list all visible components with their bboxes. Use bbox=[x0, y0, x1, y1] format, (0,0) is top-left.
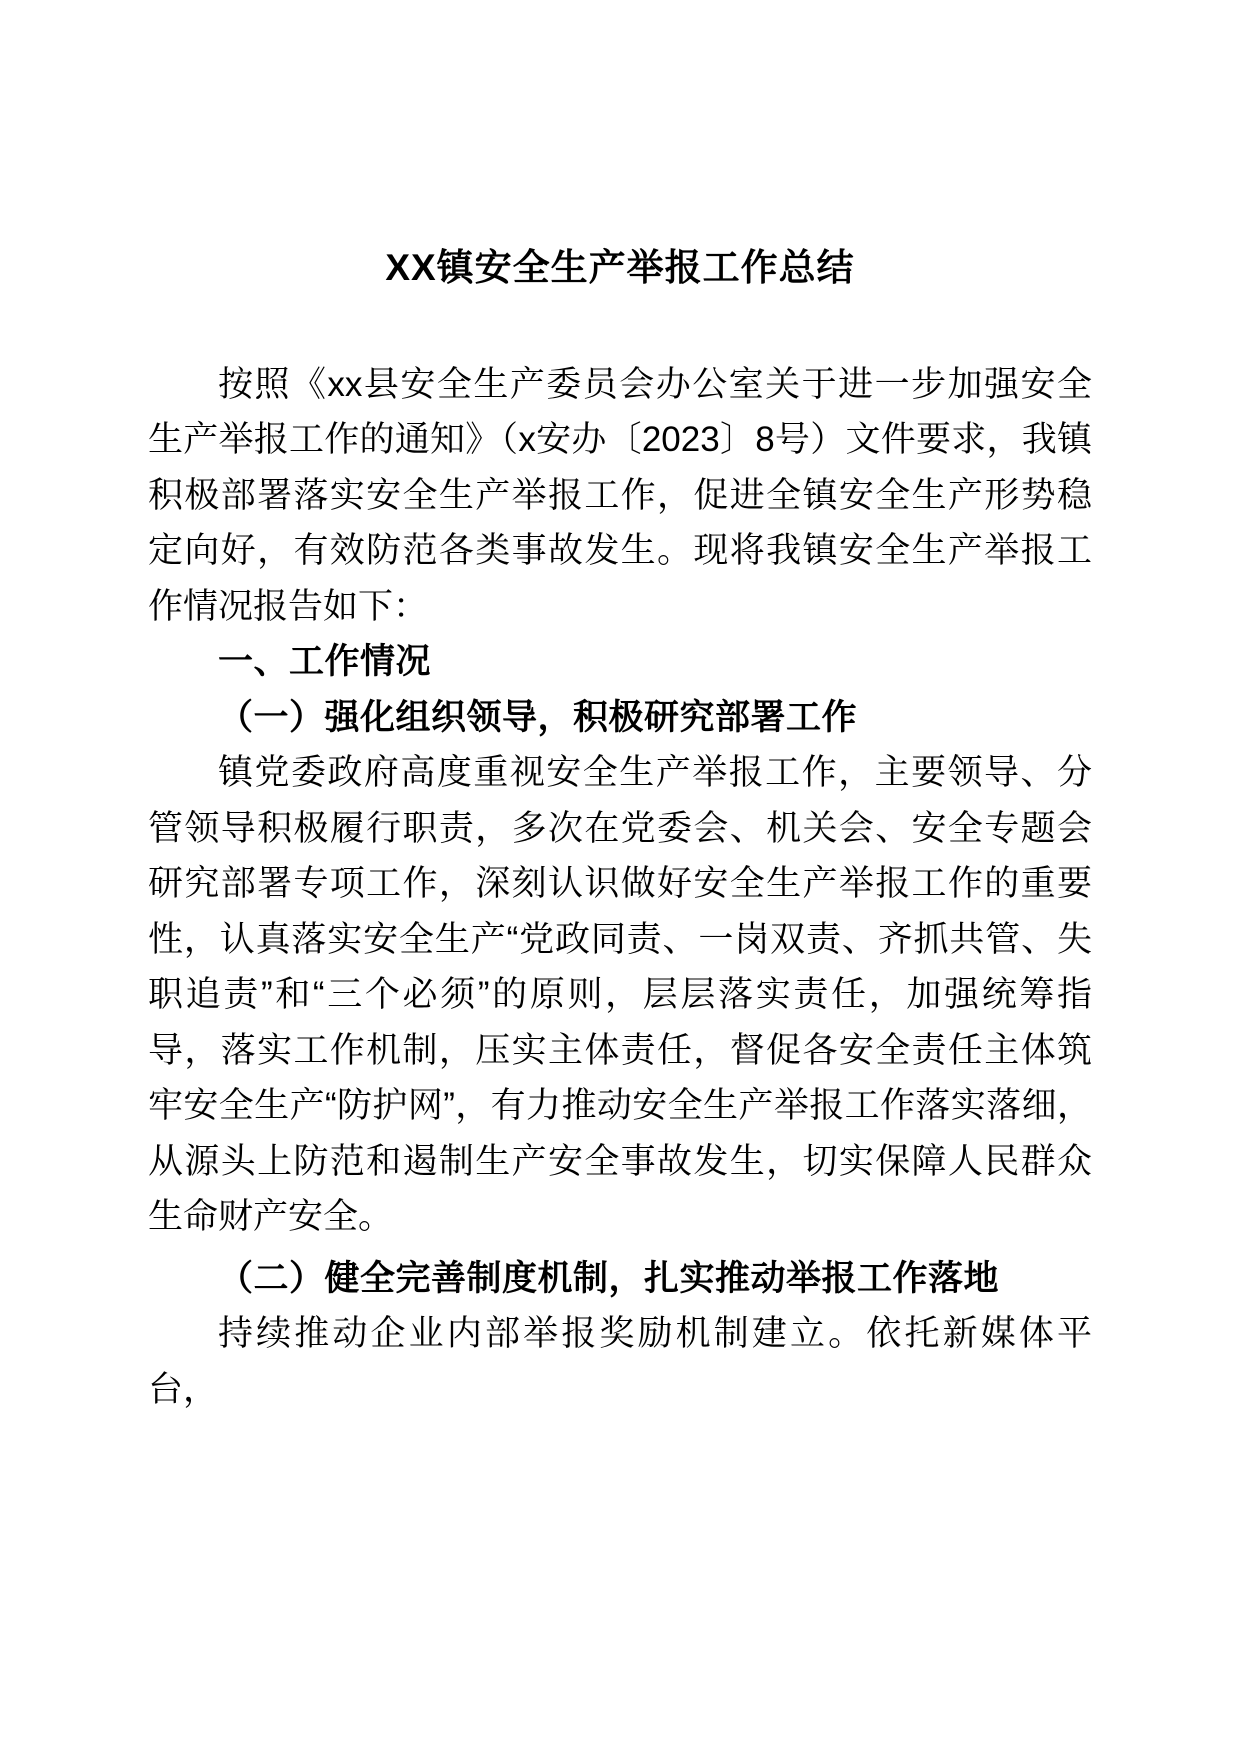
subsection-heading-1-2: （二）健全完善制度机制，扎实推动举报工作落地 bbox=[218, 1258, 1000, 1298]
subsection-1-1-paragraph: 镇党委政府高度重视安全生产举报工作，主要领导、分管领导积极履行职责，多次在党委会、机关会、安全专题会研究部署专项工作，深刻认识做好安全生产举报工作的重要性，认真落实安全生产“党政同责、一岗双责、齐抓共管、失职追责”和“三个必须”的原则，层层落实责任，加强统筹指导，落实工作机制，压实主体责任，督促各安全责任主体筑牢安全生产“防护网”，有力推动安全生产举报工作落实落细，从源头上防范和遏制生产安全事故发生，切实保障人民群众生命财产安全。 bbox=[148, 753, 1092, 1237]
subsection-heading-1-1: （一）强化组织领导，积极研究部署工作 bbox=[218, 697, 858, 737]
intro-paragraph: 按照《xx县安全生产委员会办公室关于进一步加强安全生产举报工作的通知》（x安办〔2023〕8号）文件要求，我镇积极部署落实安全生产举报工作，促进全镇安全生产形势稳定向好，有效防范各类事故发生。现将我镇安全生产举报工作情况报告如下： bbox=[148, 364, 1092, 626]
page-title: XX镇安全生产举报工作总结 bbox=[385, 247, 855, 288]
title-spacer bbox=[148, 293, 1092, 307]
document-body bbox=[148, 0, 1092, 1417]
subsection-1-2-paragraph: 持续推动企业内部举报奖励机制建立。依托新媒体平台， bbox=[148, 1314, 1092, 1409]
section-heading-1: 一、工作情况 bbox=[218, 642, 432, 682]
